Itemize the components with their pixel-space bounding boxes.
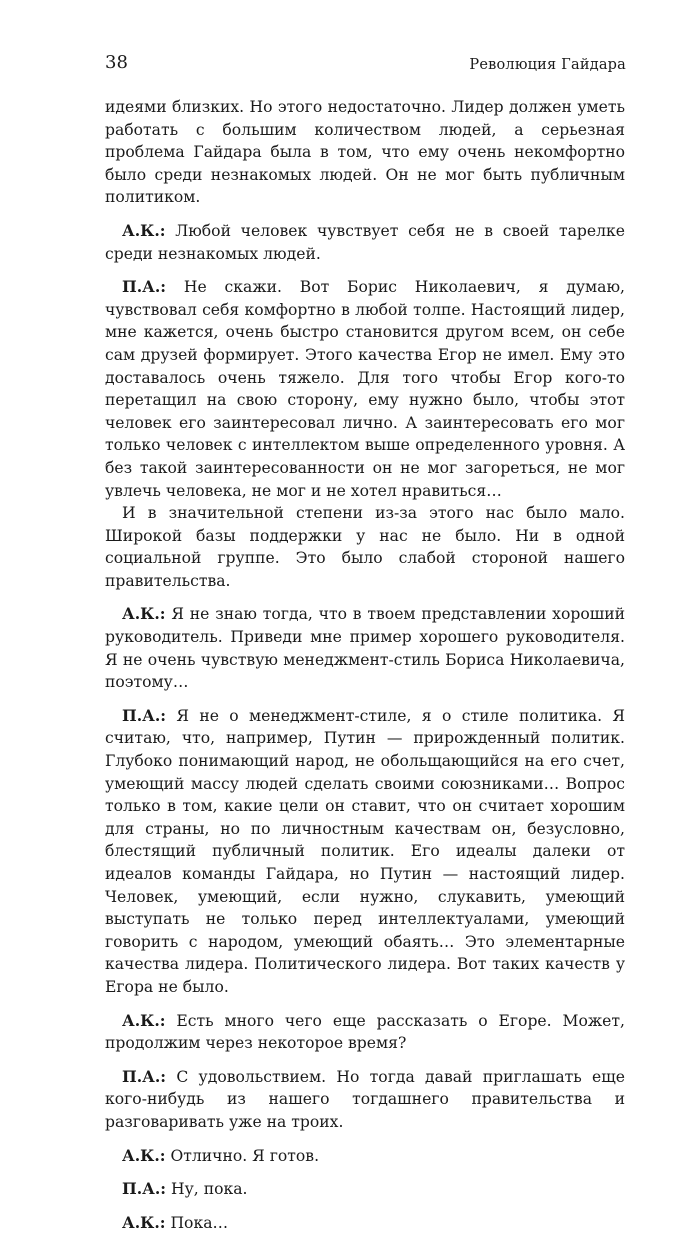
dialogue-paragraph: А.К.: Есть много чего еще рассказать о Егоре. Может, продолжим через некоторое время? (105, 1010, 625, 1053)
main-text (105, 96, 625, 1234)
dialogue-paragraph: П.А.: С удовольствием. Но тогда давай приглашать еще кого-нибудь из нашего тогдашнего правительства и разговаривать уже на троих. (105, 1066, 625, 1131)
speaker-label: П.А.: (122, 277, 167, 297)
page-number: 38 (105, 52, 128, 73)
dialogue-paragraph: А.К.: Я не знаю тогда, что в твоем представлении хороший руководитель. Приведи мне пример хорошего руководителя. Я не очень чувствую менеджмент-стиль Бориса Николаевича, поэтому… (105, 604, 625, 692)
dialogue-paragraph: П.А.: Ну, пока. (122, 1179, 248, 1199)
dialogue-paragraph: П.А.: Не скажи. Вот Борис Николаевич, я думаю, чувствовал себя комфортно в любой толпе. Настоящий лидер, мне кажется, очень быстро становится другом всем, он себе сам друзей формирует. Этого качества Егор не имел. Ему это доставалось очень тяжело. Для того чтобы Егор кого-то перетащил на свою сторону, ему нужно было, чтобы этот человек его заинтересовал лично. А заинтересовать его мог только человек с интеллектом выше определенного уровня. А без такой заинтересованности он не мог загореться, не мог увлечь человека, не мог и не хотел нравиться… (105, 277, 625, 500)
speaker-label: П.А.: (122, 705, 167, 725)
dialogue-paragraph: А.К.: Отлично. Я готов. (122, 1145, 320, 1165)
dialogue-paragraph: П.А.: Я не о менеджмент-стиле, я о стиле политика. Я считаю, что, например, Путин — прирожденный политик. Глубоко понимающий народ, не обольщающийся на его счет, умеющий массу людей сделать своими союзниками… Вопрос только в том, какие цели он ставит, что он считает хорошим для страны, но по личностным качествам он, безусловно, блестящий публичный политик. Его идеалы далеки от идеалов команды Гайдара, но Путин — настоящий лидер. Человек, умеющий, если нужно, слукавить, умеющий выступать не только перед интеллектуалами, умеющий говорить с народом, умеющий обаять… Это элементарные качества лидера. Политического лидера. Вот таких качеств у Егора не было. (105, 705, 625, 996)
speaker-label: А.К.: (122, 1145, 166, 1165)
speaker-label: П.А.: (122, 1066, 167, 1086)
running-head: Революция Гайдара (469, 57, 626, 73)
dialogue-paragraph: А.К.: Пока… (122, 1212, 229, 1232)
dialogue-paragraph: А.К.: Любой человек чувствует себя не в своей тарелке среди незнакомых людей. (105, 220, 625, 263)
speaker-label: А.К.: (122, 1212, 166, 1232)
speaker-label: П.А.: (122, 1179, 167, 1199)
speaker-label: А.К.: (122, 220, 166, 240)
speaker-label: А.К.: (122, 1010, 166, 1030)
speaker-label: А.К.: (122, 604, 166, 624)
paragraph-continuation: идеями близких. Но этого недостаточно. Лидер должен уметь работать с большим количеством людей, а серьезная проблема Гайдара была в том, что ему очень некомфортно было среди незнакомых людей. Он не мог быть публичным политиком. (105, 98, 625, 207)
paragraph-continuation: И в значительной степени из-за этого нас было мало. Широкой базы поддержки у нас не было. Ни в одной социальной группе. Это было слабой стороной нашего правительства. (105, 504, 625, 590)
